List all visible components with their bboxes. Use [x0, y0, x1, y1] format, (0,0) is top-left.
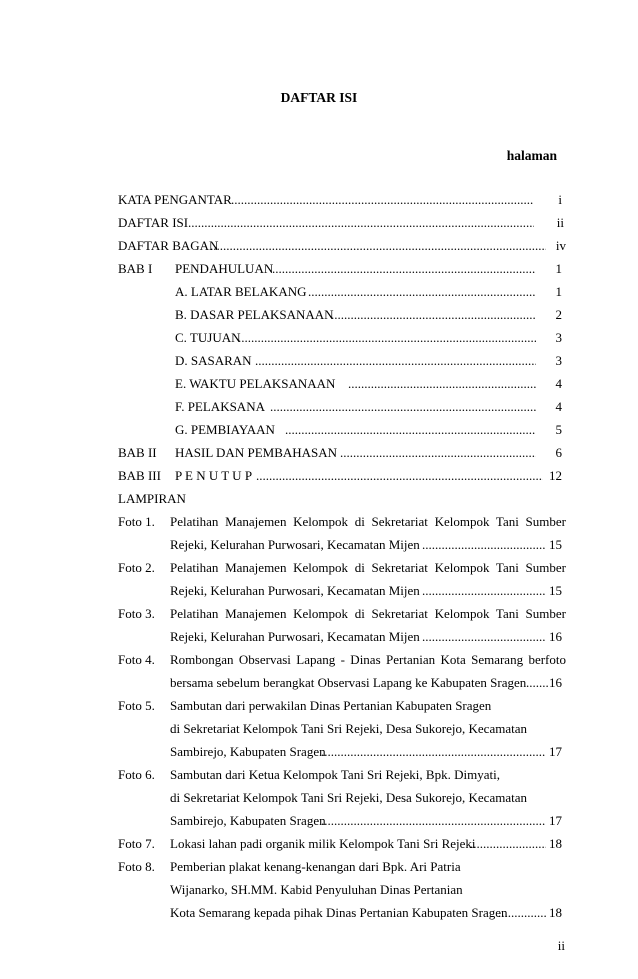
dot-leader	[331, 306, 536, 324]
toc-entry-foto6-cont2[interactable]	[118, 812, 566, 830]
toc-page: 18	[549, 905, 562, 920]
foto-caption-line2: Rejeki, Kelurahan Purwosari, Kecamatan Mijen	[170, 583, 420, 598]
dot-leader	[526, 674, 548, 692]
toc-label: E. WAKTU PELAKSANAAN	[175, 376, 336, 391]
foto-caption-line1: Pelatihan Manajemen Kelompok di Sekretariat Kelompok Tani Sumber	[170, 560, 566, 575]
toc-entry-foto1-cont[interactable]	[118, 536, 566, 554]
toc-entry-bab1[interactable]	[118, 260, 566, 278]
toc-page: 2	[555, 307, 562, 322]
toc-page: 12	[549, 468, 562, 483]
toc-entry-foto4[interactable]	[118, 651, 566, 669]
toc-page: 1	[555, 261, 562, 276]
toc-entry-foto7[interactable]	[118, 835, 566, 853]
toc-entry-foto5-cont[interactable]	[118, 720, 566, 738]
toc-page: 4	[555, 399, 562, 414]
toc-label: P E N U T U P	[175, 468, 253, 483]
dot-leader	[321, 743, 546, 761]
toc-entry-dasar-pelaksanaan[interactable]	[118, 306, 566, 324]
halaman-header: halaman	[506, 148, 557, 163]
toc-label: PENDAHULUAN	[175, 261, 274, 276]
dot-leader	[255, 352, 536, 370]
toc-entry-foto5-cont2[interactable]	[118, 743, 566, 761]
dot-leader	[231, 191, 534, 209]
foto-number: Foto 5.	[118, 698, 155, 713]
toc-page: 15	[549, 537, 562, 552]
foto-caption-line2: Rejeki, Kelurahan Purwosari, Kecamatan Mijen	[170, 537, 420, 552]
dot-leader	[348, 375, 536, 393]
toc-label: C. TUJUAN	[175, 330, 241, 345]
toc-label: G. PEMBIAYAAN	[175, 422, 275, 437]
foto-number: Foto 8.	[118, 859, 155, 874]
toc-entry-latar-belakang[interactable]	[118, 283, 566, 301]
toc-label: HASIL DAN PEMBAHASAN	[175, 445, 338, 460]
toc-label: DAFTAR ISI	[118, 215, 189, 230]
foto-caption-line1: Sambutan dari perwakilan Dinas Pertanian Kabupaten Sragen	[170, 698, 492, 713]
toc-chapter-number: BAB II	[118, 445, 157, 460]
toc-label: A. LATAR BELAKANG	[175, 284, 307, 299]
toc-page: i	[558, 192, 562, 207]
dot-leader	[270, 398, 536, 416]
toc-lampiran-heading	[118, 490, 566, 508]
dot-leader	[422, 536, 546, 554]
toc-entry-tujuan[interactable]	[118, 329, 566, 347]
foto-caption-line2: Rejeki, Kelurahan Purwosari, Kecamatan Mijen	[170, 629, 420, 644]
toc-page: 3	[555, 353, 562, 368]
toc-page: 3	[555, 330, 562, 345]
toc-entry-daftar-isi[interactable]	[118, 214, 566, 232]
toc-page: 17	[549, 744, 562, 759]
toc-entry-kata-pengantar[interactable]	[118, 191, 566, 209]
foto-number: Foto 4.	[118, 652, 155, 667]
toc-entry-sasaran[interactable]	[118, 352, 566, 370]
dot-leader	[256, 467, 543, 485]
foto-caption-line3: Kota Semarang kepada pihak Dinas Pertanian Kabupaten Sragen	[170, 905, 508, 920]
dot-leader	[272, 260, 536, 278]
toc-entry-foto1[interactable]	[118, 513, 566, 531]
dot-leader	[422, 582, 546, 600]
toc-entry-pelaksana[interactable]	[118, 398, 566, 416]
foto-caption-line1: Sambutan dari Ketua Kelompok Tani Sri Rejeki, Bpk. Dimyati,	[170, 767, 500, 782]
foto-caption-line1: Pelatihan Manajemen Kelompok di Sekretariat Kelompok Tani Sumber	[170, 606, 566, 621]
toc-entry-foto5[interactable]	[118, 697, 566, 715]
foto-number: Foto 7.	[118, 836, 155, 851]
foto-caption-line1: Pemberian plakat kenang-kenangan dari Bpk. Ari Patria	[170, 859, 461, 874]
toc-entry-waktu-pelaksanaan[interactable]	[118, 375, 566, 393]
foto-caption-line2: bersama sebelum berangkat Observasi Lapang ke Kabupaten Sragen	[170, 675, 527, 690]
toc-page: 5	[555, 422, 562, 437]
toc-entry-foto3-cont[interactable]	[118, 628, 566, 646]
toc-entry-pembiayaan[interactable]	[118, 421, 566, 439]
foto-number: Foto 6.	[118, 767, 155, 782]
toc-entry-foto8[interactable]	[118, 858, 566, 876]
dot-leader	[238, 329, 536, 347]
foto-number: Foto 1.	[118, 514, 155, 529]
toc-label: F. PELAKSANA	[175, 399, 265, 414]
dot-leader	[210, 237, 546, 255]
foto-caption-line1: Lokasi lahan padi organik milik Kelompok Tani Sri Rejeki	[170, 836, 476, 851]
toc-chapter-number: BAB I	[118, 261, 153, 276]
foto-caption-line1: Pelatihan Manajemen Kelompok di Sekretariat Kelompok Tani Sumber	[170, 514, 566, 529]
toc-page: ii	[556, 215, 564, 230]
dot-leader	[285, 421, 536, 439]
toc-entry-bab2[interactable]	[118, 444, 566, 462]
dot-leader	[470, 835, 546, 853]
toc-entry-bab3[interactable]	[118, 467, 566, 485]
foto-caption-line2: di Sekretariat Kelompok Tani Sri Rejeki, Desa Sukorejo, Kecamatan	[170, 721, 527, 736]
toc-page: 16	[549, 675, 562, 690]
foto-caption-line3: Sambirejo, Kabupaten Sragen	[170, 813, 326, 828]
toc-page: 15	[549, 583, 562, 598]
toc-entry-foto8-cont2[interactable]	[118, 904, 566, 922]
toc-entry-foto6-cont[interactable]	[118, 789, 566, 807]
toc-page: 1	[555, 284, 562, 299]
toc-page: 18	[549, 836, 562, 851]
toc-page: 4	[555, 376, 562, 391]
dot-leader	[422, 628, 546, 646]
toc-page: iv	[555, 238, 566, 253]
toc-label: DAFTAR BAGAN	[118, 238, 219, 253]
foto-caption-line2: di Sekretariat Kelompok Tani Sri Rejeki, Desa Sukorejo, Kecamatan	[170, 790, 527, 805]
dot-leader	[498, 904, 546, 922]
toc-entry-foto3[interactable]	[118, 605, 566, 623]
toc-label: B. DASAR PELAKSANAAN	[175, 307, 334, 322]
foto-caption-line3: Sambirejo, Kabupaten Sragen	[170, 744, 326, 759]
toc-page: 17	[549, 813, 562, 828]
toc-entry-daftar-bagan[interactable]	[118, 237, 566, 255]
page-title: DAFTAR ISI	[280, 90, 358, 105]
toc-label: D. SASARAN	[175, 353, 252, 368]
foto-caption-line1: Rombongan Observasi Lapang - Dinas Pertanian Kota Semarang berfoto	[170, 652, 566, 667]
toc-entry-foto6[interactable]	[118, 766, 566, 784]
page-number: ii	[557, 938, 565, 953]
dot-leader	[308, 283, 536, 301]
foto-caption-line2: Wijanarko, SH.MM. Kabid Penyuluhan Dinas Pertanian	[170, 882, 463, 897]
toc-page: 6	[555, 445, 562, 460]
foto-number: Foto 2.	[118, 560, 155, 575]
foto-number: Foto 3.	[118, 606, 155, 621]
toc-page: 16	[549, 629, 562, 644]
toc-entry-foto8-cont[interactable]	[118, 881, 566, 899]
toc-entry-foto2-cont[interactable]	[118, 582, 566, 600]
toc-chapter-number: BAB III	[118, 468, 161, 483]
toc-entry-foto4-cont[interactable]	[118, 674, 566, 692]
dot-leader	[188, 214, 534, 232]
toc-label: KATA PENGANTAR	[118, 192, 232, 207]
toc-entry-foto2[interactable]	[118, 559, 566, 577]
dot-leader	[321, 812, 546, 830]
lampiran-label: LAMPIRAN	[118, 491, 186, 506]
dot-leader	[340, 444, 536, 462]
